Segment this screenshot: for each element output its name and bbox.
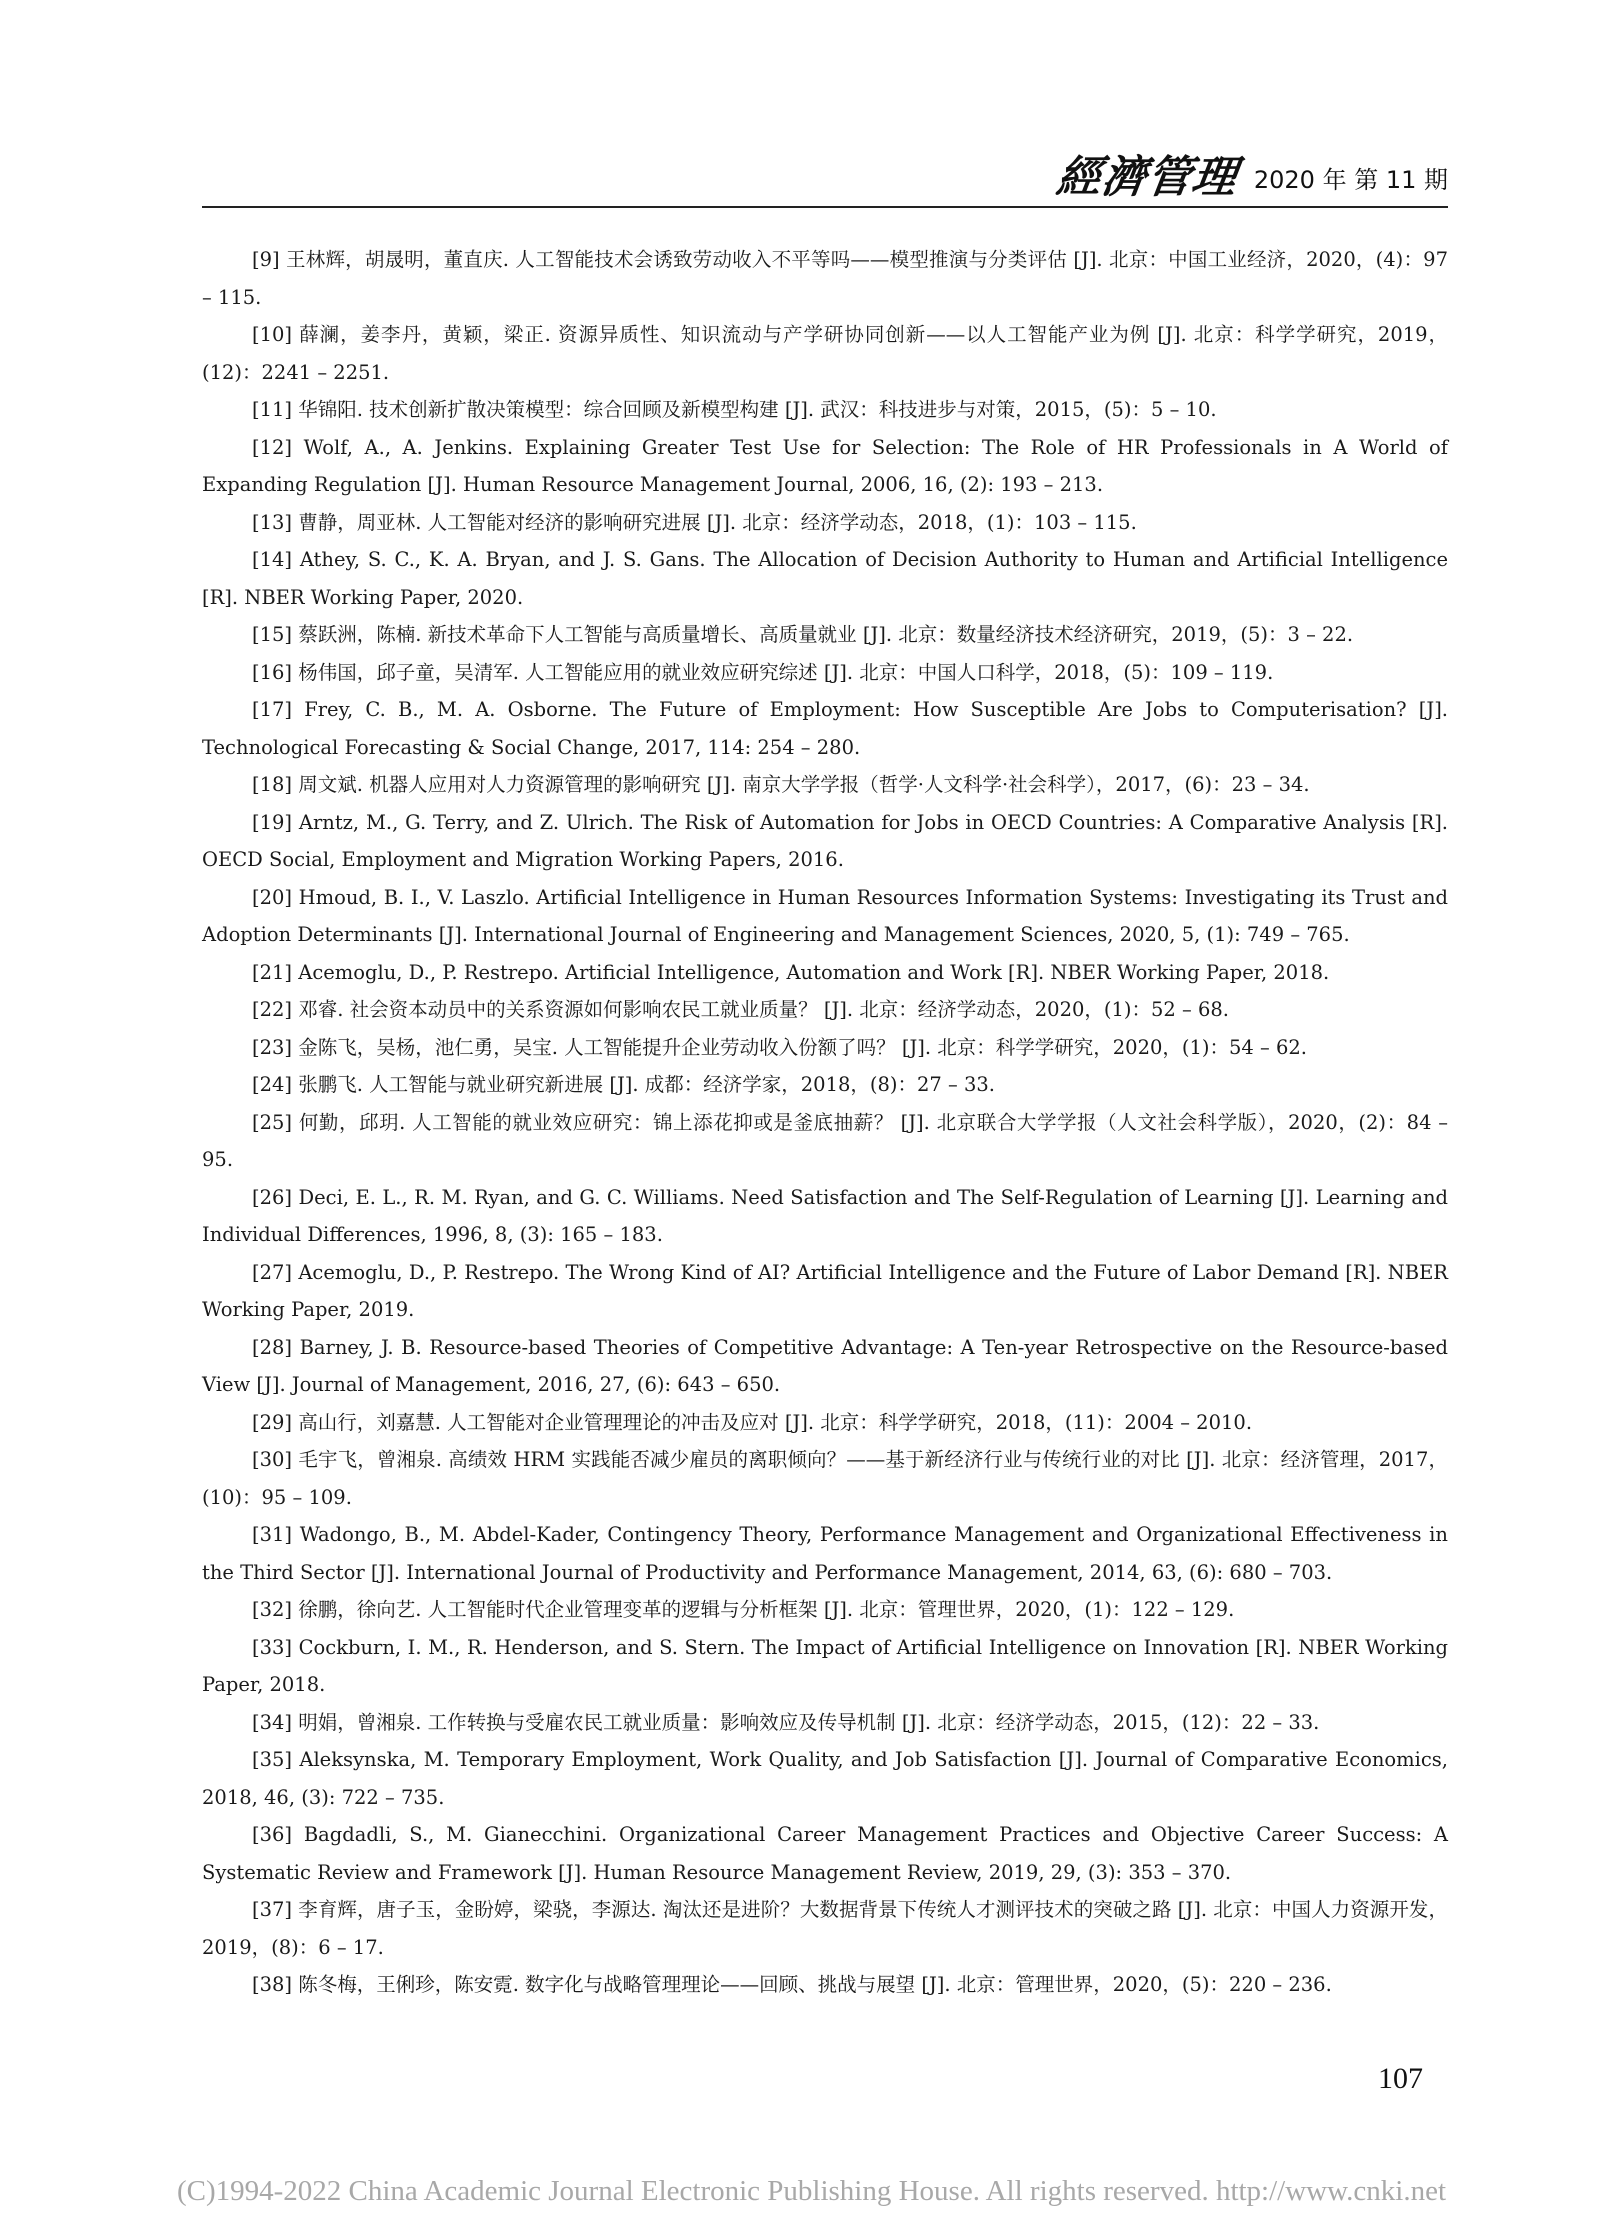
reference-number: [21] (252, 960, 293, 984)
reference-text: Hmoud, B. I., V. Laszlo. Artificial Intelligence in Human Resources Information Systems: Investigating its Trust and Adoption Determinants [J]. International Journal of Engineering and Management Sciences, 2020, 5, (1): 749 – 765. (202, 885, 1449, 946)
reference-text: 张鹏飞. 人工智能与就业研究新进展 [J]. 成都：经济学家，2018，(8)：27 – 33. (298, 1073, 995, 1096)
reference-item (202, 1254, 1448, 1329)
reference-text: 陈冬梅，王俐珍，陈安霓. 数字化与战略管理理论——回顾、挑战与展望 [J]. 北京：管理世界，2020，(5)：220 – 236. (298, 1973, 1332, 1996)
reference-text: 周文斌. 机器人应用对人力资源管理的影响研究 [J]. 南京大学学报（哲学·人文科学·社会科学），2017，(6)：23 – 34. (298, 773, 1310, 796)
reference-text: 金陈飞，吴杨，池仁勇，吴宝. 人工智能提升企业劳动收入份额了吗？ [J]. 北京：科学学研究，2020，(1)：54 – 62. (298, 1035, 1307, 1059)
reference-text: Bagdadli, S., M. Gianecchini. Organizational Career Management Practices and Objective Career Success: A Systematic Review and Framework [J]. Human Resource Management Review, 2019, 29, (3): 353 – 370. (202, 1823, 1449, 1884)
reference-number: [14] (252, 548, 293, 571)
reference-text: Barney, J. B. Resource-based Theories of Competitive Advantage: A Ten-year Retrospective on the Resource-based View [J]. Journal of Management, 2016, 27, (6): 643 – 650. (202, 1335, 1448, 1396)
reference-number: [18] (252, 773, 293, 796)
reference-text: Acemoglu, D., P. Restrepo. The Wrong Kind of AI? Artificial Intelligence and the Future of Labor Demand [R]. NBER Working Paper, 2019. (202, 1260, 1448, 1321)
reference-item (202, 616, 1448, 654)
reference-item (202, 316, 1448, 391)
copyright-watermark: (C)1994-2022 China Academic Journal Electronic Publishing House. All rights reserved. http://www.cnki.net (176, 2175, 1447, 2207)
page-number: 107 (1378, 2062, 1423, 2095)
reference-item (202, 879, 1448, 954)
reference-item (202, 1066, 1448, 1104)
issue-label: 2020 年 第 11 期 (1253, 166, 1448, 194)
reference-item (202, 1516, 1448, 1591)
reference-item (202, 541, 1448, 616)
reference-number: [11] (252, 398, 293, 421)
reference-number: [33] (252, 1635, 293, 1659)
reference-item (202, 1029, 1448, 1067)
reference-text: 邓睿. 社会资本动员中的关系资源如何影响农民工就业质量？ [J]. 北京：经济学动态，2020，(1)：52 – 68. (298, 998, 1229, 1021)
reference-number: [10] (252, 323, 293, 346)
reference-number: [29] (252, 1410, 293, 1434)
reference-item (202, 1404, 1448, 1442)
reference-number: [9] (252, 248, 280, 271)
reference-text: Frey, C. B., M. A. Osborne. The Future of Employment: How Susceptible Are Jobs to Computerisation? [J]. Technological Forecasting & Social Change, 2017, 114: 254 – 280. (202, 698, 1448, 759)
reference-number: [35] (252, 1748, 293, 1771)
reference-item (202, 1966, 1448, 2004)
reference-number: [19] (252, 810, 293, 834)
running-header (202, 150, 1448, 208)
reference-item (202, 429, 1448, 504)
reference-text: Deci, E. L., R. M. Ryan, and G. C. Williams. Need Satisfaction and The Self-Regulation of Learning [J]. Learning and Individual Differences, 1996, 8, (3): 165 – 183. (202, 1185, 1448, 1246)
reference-text: 杨伟国，邱子童，吴清军. 人工智能应用的就业效应研究综述 [J]. 北京：中国人口科学，2018，(5)：109 – 119. (298, 660, 1274, 684)
journal-logo: 經濟管理 (1053, 152, 1241, 203)
reference-text: Wadongo, B., M. Abdel-Kader, Contingency Theory, Performance Management and Organizational Effectiveness in the Third Sector [J]. International Journal of Productivity and Performance Management, 2014, 63, (6): 680 – 703. (202, 1523, 1448, 1584)
reference-item (202, 1591, 1448, 1629)
reference-text: 毛宇飞，曾湘泉. 高绩效 HRM 实践能否减少雇员的离职倾向？——基于新经济行业与传统行业的对比 [J]. 北京：经济管理，2017，(10)：95 – 109. (202, 1448, 1448, 1509)
reference-text: 王林辉，胡晟明，董直庆. 人工智能技术会诱致劳动收入不平等吗——模型推演与分类评估 [J]. 北京：中国工业经济，2020，(4)：97 – 115. (202, 248, 1448, 309)
reference-text: Arntz, M., G. Terry, and Z. Ulrich. The Risk of Automation for Jobs in OECD Countries: A Comparative Analysis [R]. OECD Social, Employment and Migration Working Papers, 2016. (202, 810, 1448, 871)
reference-item (202, 241, 1448, 316)
reference-number: [12] (252, 435, 293, 459)
reference-item (202, 691, 1448, 766)
reference-item (202, 1179, 1448, 1254)
reference-item (202, 804, 1448, 879)
reference-item (202, 504, 1448, 542)
reference-text: 华锦阳. 技术创新扩散决策模型：综合回顾及新模型构建 [J]. 武汉：科技进步与对策，2015，(5)：5 – 10. (298, 398, 1217, 421)
reference-item (202, 1629, 1448, 1704)
reference-item (202, 1104, 1448, 1179)
reference-number: [25] (252, 1110, 293, 1134)
reference-text: 蔡跃洲，陈楠. 新技术革命下人工智能与高质量增长、高质量就业 [J]. 北京：数量经济技术经济研究，2019，(5)：3 – 22. (298, 623, 1354, 646)
reference-text: Cockburn, I. M., R. Henderson, and S. Stern. The Impact of Artificial Intelligence on Innovation [R]. NBER Working Paper, 2018. (202, 1635, 1448, 1696)
reference-number: [13] (252, 510, 293, 534)
reference-item (202, 1704, 1448, 1742)
reference-text: Acemoglu, D., P. Restrepo. Artificial Intelligence, Automation and Work [R]. NBER Working Paper, 2018. (298, 960, 1330, 984)
reference-list (202, 241, 1448, 2004)
reference-item (202, 954, 1448, 992)
reference-text: 何勤，邱玥. 人工智能的就业效应研究：锦上添花抑或是釜底抽薪？ [J]. 北京联合大学学报（人文社会科学版），2020，(2)：84 – 95. (202, 1110, 1448, 1171)
reference-number: [38] (252, 1973, 293, 1996)
reference-item (202, 1441, 1448, 1516)
reference-number: [15] (252, 623, 293, 646)
reference-number: [36] (252, 1823, 293, 1846)
reference-text: 李育辉，唐子玉，金盼婷，梁骁，李源达. 淘汰还是进阶？大数据背景下传统人才测评技术的突破之路 [J]. 北京：中国人力资源开发，2019，(8)：6 – 17. (202, 1898, 1448, 1959)
reference-item (202, 1816, 1448, 1891)
reference-text: 曹静，周亚林. 人工智能对经济的影响研究进展 [J]. 北京：经济学动态，2018，(1)：103 – 115. (298, 510, 1137, 534)
reference-number: [37] (252, 1898, 293, 1921)
reference-text: 高山行，刘嘉慧. 人工智能对企业管理理论的冲击及应对 [J]. 北京：科学学研究，2018，(11)：2004 – 2010. (298, 1410, 1253, 1434)
reference-item (202, 1329, 1448, 1404)
reference-item (202, 391, 1448, 429)
reference-item (202, 1741, 1448, 1816)
reference-number: [26] (252, 1185, 293, 1209)
reference-item (202, 991, 1448, 1029)
reference-text: Athey, S. C., K. A. Bryan, and J. S. Gans. The Allocation of Decision Authority to Human and Artificial Intelligence [R]. NBER Working Paper, 2020. (202, 548, 1448, 609)
reference-text: Aleksynska, M. Temporary Employment, Work Quality, and Job Satisfaction [J]. Journal of Comparative Economics, 2018, 46, (3): 722 – 735. (202, 1748, 1449, 1809)
reference-number: [34] (252, 1710, 293, 1734)
reference-number: [32] (252, 1598, 293, 1621)
reference-item (202, 1891, 1448, 1966)
reference-number: [23] (252, 1035, 293, 1059)
reference-item (202, 766, 1448, 804)
reference-text: 薛澜，姜李丹，黄颖，梁正. 资源异质性、知识流动与产学研协同创新——以人工智能产业为例 [J]. 北京：科学学研究，2019，(12)：2241 – 2251. (202, 323, 1448, 384)
reference-text: 明娟，曾湘泉. 工作转换与受雇农民工就业质量：影响效应及传导机制 [J]. 北京：经济学动态，2015，(12)：22 – 33. (298, 1710, 1320, 1734)
reference-number: [28] (252, 1335, 293, 1359)
reference-number: [20] (252, 885, 293, 909)
reference-number: [31] (252, 1523, 293, 1546)
reference-number: [24] (252, 1073, 293, 1096)
reference-item (202, 654, 1448, 692)
reference-text: 徐鹏，徐向艺. 人工智能时代企业管理变革的逻辑与分析框架 [J]. 北京：管理世界，2020，(1)：122 – 129. (298, 1598, 1235, 1621)
reference-text: Wolf, A., A. Jenkins. Explaining Greater Test Use for Selection: The Role of HR Professionals in A World of Expanding Regulation [J]. Human Resource Management Journal, 2006, 16, (2): 193 – 213. (202, 435, 1448, 496)
reference-number: [16] (252, 660, 293, 684)
reference-number: [30] (252, 1448, 293, 1471)
reference-number: [27] (252, 1260, 293, 1284)
reference-number: [17] (252, 698, 293, 721)
reference-number: [22] (252, 998, 293, 1021)
